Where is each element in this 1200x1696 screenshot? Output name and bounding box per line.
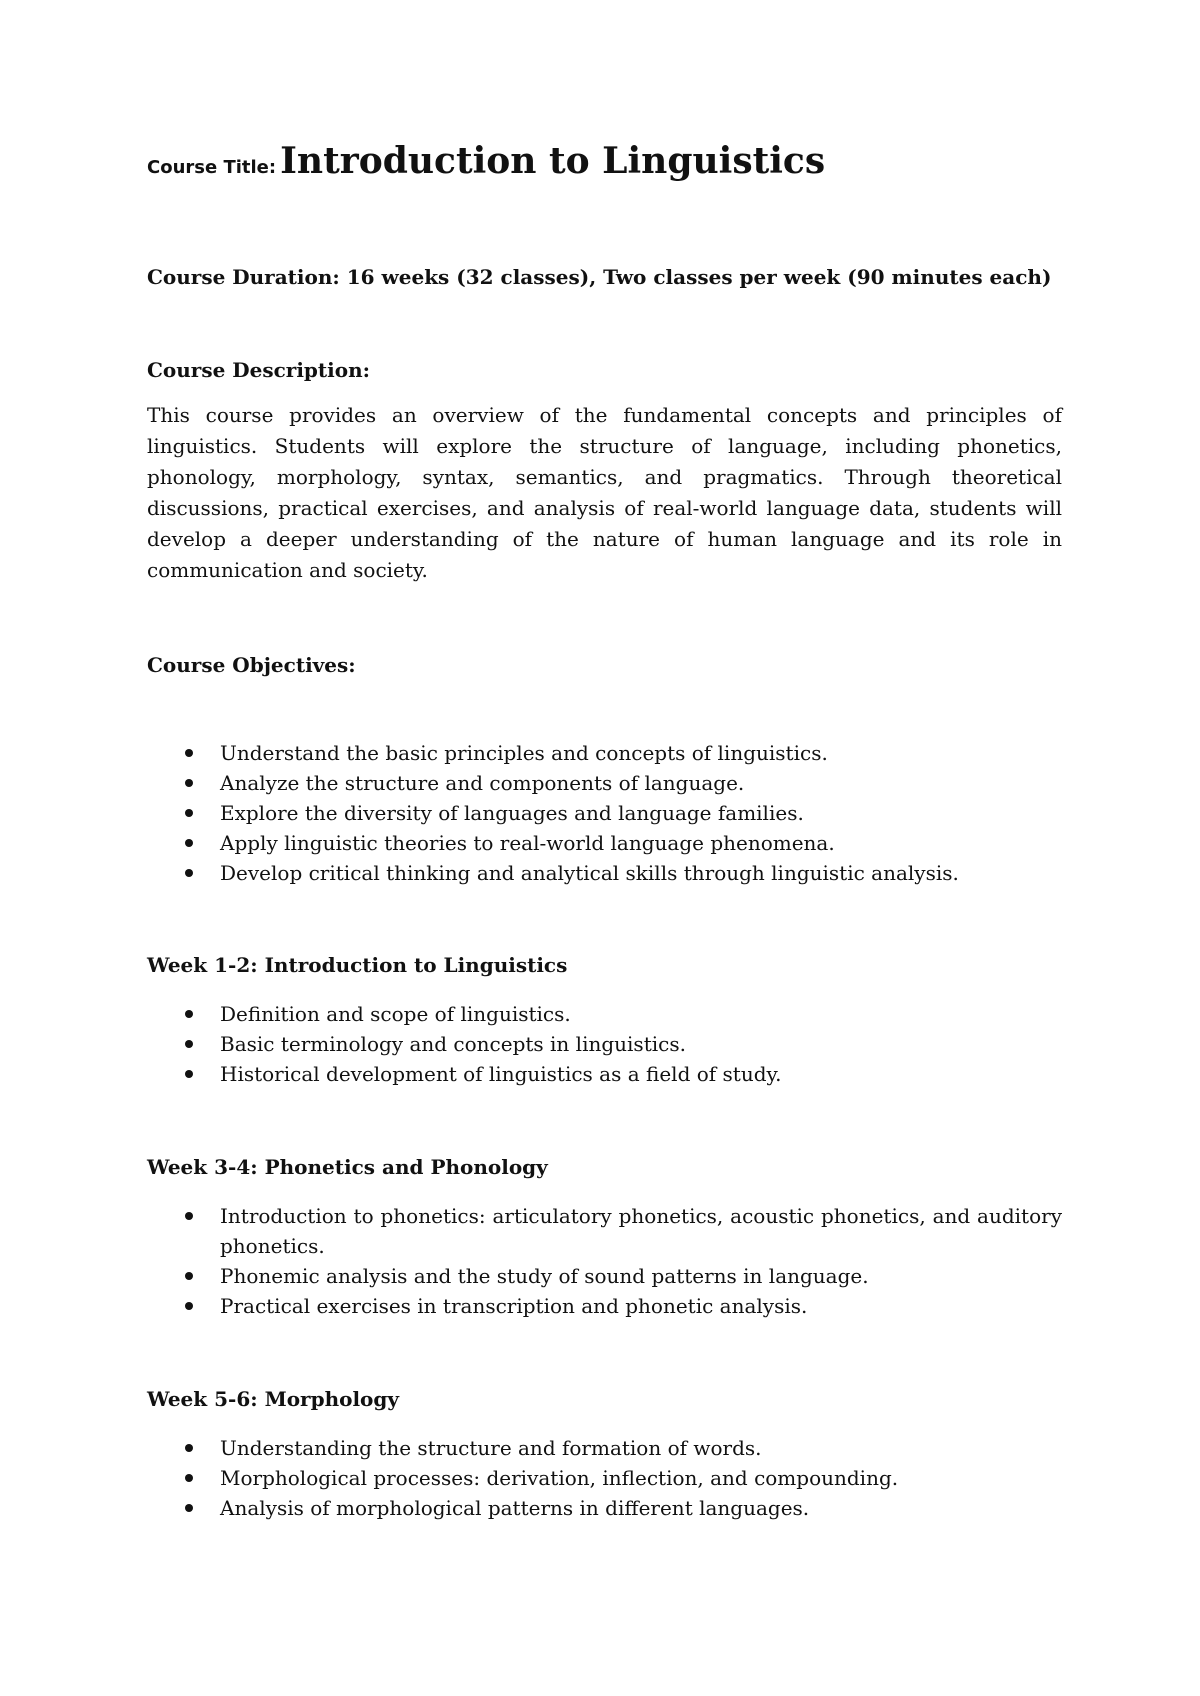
document-page	[147, 140, 1062, 1520]
course-description-heading: Course Description:	[147, 358, 371, 382]
list-item: Understanding the structure and formation of words.	[147, 1433, 1062, 1463]
list-item: Morphological processes: derivation, inflection, and compounding.	[147, 1463, 1062, 1493]
course-duration: Course Duration: 16 weeks (32 classes), Two classes per week (90 minutes each)	[147, 265, 1052, 289]
week-3-4-heading: Week 3-4: Phonetics and Phonology	[147, 1155, 548, 1179]
week-1-2-heading: Week 1-2: Introduction to Linguistics	[147, 953, 568, 977]
course-title: Introduction to Linguistics	[280, 140, 826, 182]
list-item: Explore the diversity of languages and language families.	[147, 798, 1062, 828]
week-5-6-list	[147, 1433, 1062, 1523]
course-title-line	[147, 140, 1062, 200]
list-item: Basic terminology and concepts in linguistics.	[147, 1029, 1062, 1059]
course-objectives-heading: Course Objectives:	[147, 653, 356, 677]
week-5-6-heading: Week 5-6: Morphology	[147, 1387, 400, 1411]
list-item: Develop critical thinking and analytical skills through linguistic analysis.	[147, 858, 1062, 888]
week-3-4-list	[147, 1201, 1062, 1321]
list-item: Phonemic analysis and the study of sound patterns in language.	[147, 1261, 1062, 1291]
list-item: Historical development of linguistics as a field of study.	[147, 1059, 1062, 1089]
list-item: Understand the basic principles and concepts of linguistics.	[147, 738, 1062, 768]
list-item: Analysis of morphological patterns in different languages.	[147, 1493, 1062, 1523]
list-item: Introduction to phonetics: articulatory phonetics, acoustic phonetics, and auditory phonetics.	[147, 1201, 1062, 1261]
course-objectives-list	[147, 738, 1062, 888]
week-1-2-list	[147, 999, 1062, 1089]
list-item: Analyze the structure and components of language.	[147, 768, 1062, 798]
list-item: Definition and scope of linguistics.	[147, 999, 1062, 1029]
course-description-text: This course provides an overview of the fundamental concepts and principles of linguistics. Students will explore the structure of language, including phonetics, phonology, morphology, syntax, semantics, and pragmatics. Through theoretical discussions, practical exercises, and analysis of real-world language data, students will develop a deeper understanding of the nature of human language and its role in communication and society.	[147, 403, 1062, 582]
course-title-label: Course Title:	[147, 157, 277, 178]
list-item: Apply linguistic theories to real-world language phenomena.	[147, 828, 1062, 858]
list-item: Practical exercises in transcription and phonetic analysis.	[147, 1291, 1062, 1321]
